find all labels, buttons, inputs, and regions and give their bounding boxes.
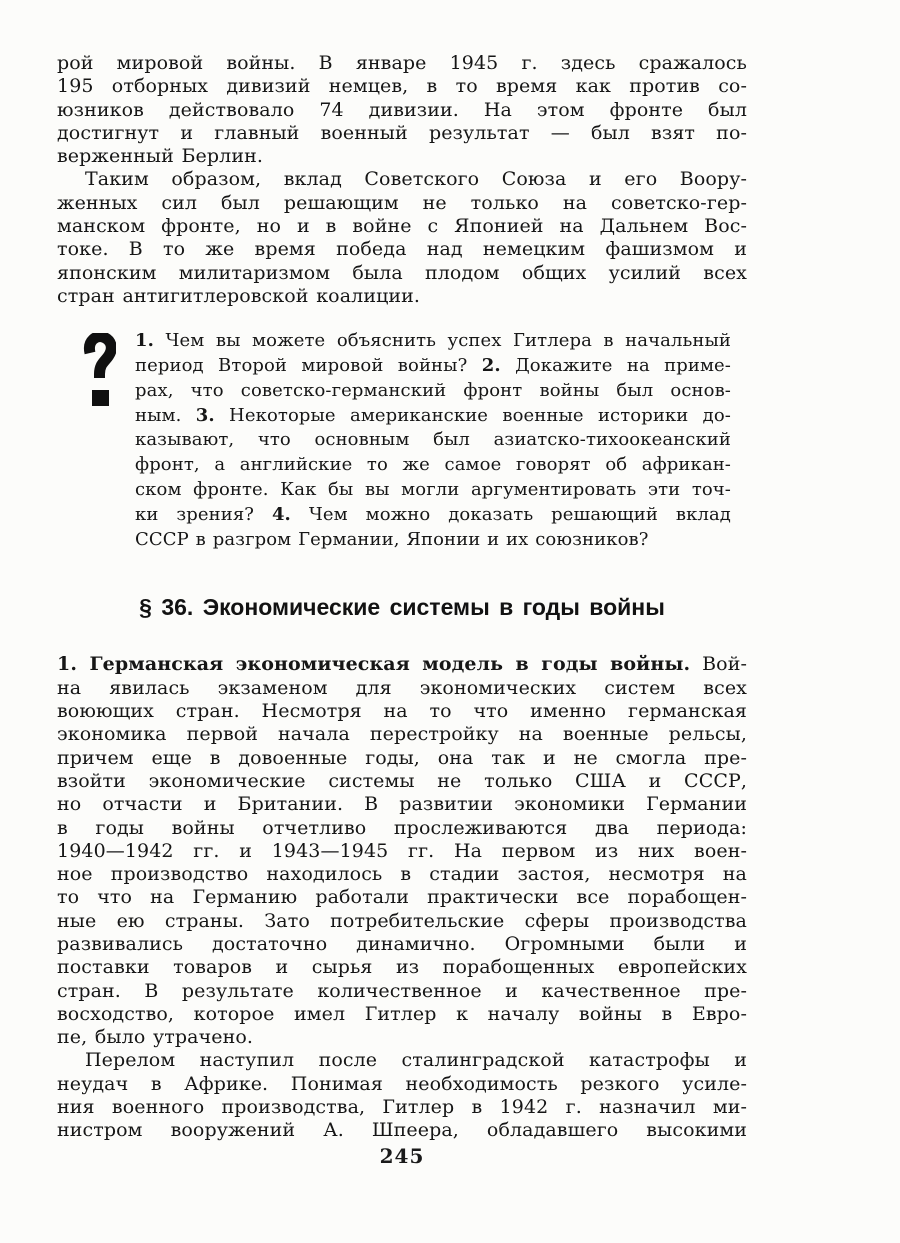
text-line: 1. Чем вы можете объяснить успех Гитлера в начальный <box>135 330 731 352</box>
text-line: СССР в разгром Германии, Японии и их союзников? <box>135 528 649 550</box>
text-line: достигнут и главный военный результат — был взят по- <box>57 121 747 144</box>
text-line: казывают, что основным был азиатско-тихоокеанский <box>135 429 731 451</box>
text-line: токе. В то же время победа над немецким фашизмом и <box>57 238 747 261</box>
text-column <box>57 0 747 1143</box>
text-line: ния военного производства, Гитлер в 1942 г. назначил ми- <box>57 1096 747 1119</box>
text-line: стран антигитлеровской коалиции. <box>57 284 421 307</box>
text-line: поставки товаров и сырья из порабощенных европейских <box>57 956 747 979</box>
text-line: рах, что советско-германский фронт войны был основ- <box>135 379 731 401</box>
top-section <box>57 0 747 308</box>
paragraph-german-economy <box>57 653 747 1049</box>
text-line: фронт, а английские то же самое говорят об африкан- <box>135 454 731 476</box>
text-line: нистром вооружений А. Шпеера, обладавшего высокими <box>57 1119 747 1142</box>
text-line: на явилась экзаменом для экономических систем всех <box>57 676 747 699</box>
text-line: в годы войны отчетливо прослеживаются два периода: <box>57 816 747 839</box>
text-line: 1940—1942 гг. и 1943—1945 гг. На первом из них воен- <box>57 839 747 862</box>
text-line: то что на Германию работали практически все порабощен- <box>57 886 747 909</box>
text-line: восходство, которое имел Гитлер к началу войны в Евро- <box>57 1002 747 1025</box>
text-line: юзников действовало 74 дивизии. На этом фронте был <box>57 98 747 121</box>
text-line: пе, было утрачено. <box>57 1026 254 1049</box>
paragraph-soviet-contribution <box>57 168 747 308</box>
text-line: ные ею страны. Зато потребительские сферы производства <box>57 909 747 932</box>
text-line: но отчасти и Британии. В развитии экономики Германии <box>57 793 747 816</box>
section-body <box>57 653 747 1142</box>
text-line: Таким образом, вклад Советского Союза и его Воору- <box>85 168 747 191</box>
text-line: неудач в Африке. Понимая необходимость резкого усиле- <box>57 1072 747 1095</box>
text-line: воюющих стран. Несмотря на то что именно германская <box>57 700 747 723</box>
paragraph-war-result <box>57 52 747 168</box>
text-line: рой мировой войны. В январе 1945 г. здесь сражалось <box>57 52 747 74</box>
paragraph-turning-point <box>57 1049 747 1142</box>
text-line: взойти экономические системы не только США и СССР, <box>57 769 747 792</box>
text-line: 195 отборных дивизий немцев, в то время как против со- <box>57 75 747 98</box>
text-line: ском фронте. Как бы вы могли аргументировать эти точ- <box>135 479 731 501</box>
text-line: Перелом наступил после сталинградской катастрофы и <box>85 1049 747 1072</box>
text-line: ное производство находилось в стадии застоя, несмотря на <box>57 863 747 886</box>
text-line: период Второй мировой войны? 2. Докажите на приме- <box>135 355 731 377</box>
questions-text <box>135 329 731 552</box>
text-line: ки зрения? 4. Чем можно доказать решающий вклад <box>135 503 731 525</box>
text-line: ным. 3. Некоторые американские военные историки до- <box>135 404 731 426</box>
section-heading: § 36. Экономические системы в годы войны <box>139 594 665 621</box>
text-line: верженный Берлин. <box>57 145 263 168</box>
text-line: экономика первой начала перестройку на военные рельсы, <box>57 723 747 746</box>
text-line: развивались достаточно динамично. Огромными были и <box>57 933 747 955</box>
question-mark-icon <box>83 333 116 409</box>
text-line: манском фронте, но и в войне с Японией на Дальнем Вос- <box>57 215 747 238</box>
text-line: причем еще в довоенные годы, она так и не смогла пре- <box>57 746 747 769</box>
text-line: женных сил был решающим не только на советско-гер- <box>57 191 747 214</box>
text-line: стран. В результате количественное и качественное пре- <box>57 979 747 1002</box>
questions-block <box>135 329 731 552</box>
text-line: японским милитаризмом была плодом общих усилий всех <box>57 261 747 284</box>
text-line: 1. Германская экономическая модель в годы войны. Вой- <box>57 653 747 676</box>
page-number: 245 <box>379 1144 425 1168</box>
